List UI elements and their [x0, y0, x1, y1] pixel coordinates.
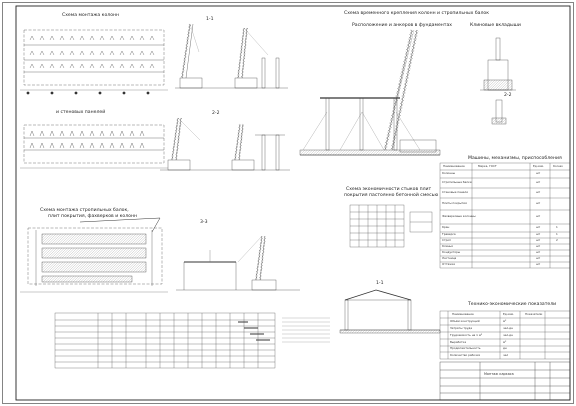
machines-row-label: Строп [442, 238, 451, 242]
machines-row-unit: шт [536, 244, 541, 248]
machines-row-label: Фахверковые колонны [442, 214, 476, 218]
machines-row-unit: шт [536, 180, 541, 184]
tep-row-label: Объём конструкций [450, 319, 480, 323]
plan-panels [20, 125, 168, 168]
tep-row-label: Трудоемкость на 1 м³ [450, 333, 483, 337]
section-label: 3-3 [200, 220, 208, 225]
machines-row-qty: 1 [556, 225, 558, 229]
machines-header: Ед.изм. [533, 164, 544, 168]
tep-row-unit: м³ [503, 319, 507, 323]
econ-grid [350, 205, 432, 247]
tep-header: Ед.изм. [503, 312, 514, 316]
section-1-1-cranes [175, 24, 288, 88]
machines-row-label: Колонны [442, 171, 456, 175]
machines-row-label: Траверса [442, 232, 456, 236]
machines-row-label: Плиты покрытия [442, 201, 467, 205]
title-econ-sub: покрытия пастоянно бетонной смесью [344, 193, 439, 198]
section-1-1-building [340, 290, 440, 333]
machines-row-unit: шт [536, 201, 541, 205]
machines-row-qty: 1 [556, 232, 558, 236]
tep-row-unit: м³ [503, 340, 507, 344]
title-machines: Машины, механизмы, приспособления [468, 156, 562, 161]
title-scheme-beams-sub: плит покрытия, фахверков и колонн [48, 214, 137, 219]
machines-header: Кол-во [553, 164, 563, 168]
tep-header: Наименование [452, 312, 474, 316]
machines-row-label: Оттяжки [442, 262, 456, 266]
machines-row-label: Кран [442, 225, 450, 229]
tep-row-label: Выработка [450, 340, 467, 344]
machines-row-unit: шт [536, 225, 541, 229]
temp-fixing-scheme [300, 30, 440, 155]
machines-row-unit: шт [536, 214, 541, 218]
section-3-3-crane [176, 236, 300, 290]
schedule-table [55, 313, 275, 368]
machines-header: Марка, ГОСТ [478, 164, 497, 168]
machines-row-label: Стропильные балки [442, 180, 472, 184]
stamp-title: Монтаж каркаса [484, 372, 514, 376]
tep-row-label: Затраты труда [450, 326, 473, 330]
tep-row-unit: чел-дн [503, 326, 513, 330]
machines-row-unit: шт [536, 190, 541, 194]
title-scheme-columns: Схема монтажа колонн [62, 13, 120, 18]
machines-row-qty: 2 [556, 238, 558, 242]
schedule-notes [282, 318, 330, 342]
tep-row-label: Количество рабочих [450, 353, 481, 357]
section-label: 1-1 [376, 281, 384, 286]
machines-row-unit: шт [536, 262, 541, 266]
title-scheme-panels: и стеновых панелей [56, 110, 106, 115]
machines-row-unit: шт [536, 171, 541, 175]
machines-row-unit: шт [536, 238, 541, 242]
machines-row-label: Лестница [442, 256, 457, 260]
tep-header: Показатели [525, 312, 543, 316]
section-2-2-cranes [160, 118, 290, 170]
machines-row-unit: шт [536, 250, 541, 254]
title-temp-fixing: Схема временного крепления колонн и стропильных балок [344, 11, 490, 16]
title-wedges: Клиновые вкладыши [470, 23, 521, 28]
title-econ: Схема экономичности стыков плит [346, 187, 432, 192]
tep-row-unit: дн [503, 346, 507, 350]
plan-beams [20, 218, 168, 292]
section-label: 2-2 [212, 111, 220, 116]
title-foundation: Расположение и анкеров в фундаментах [352, 23, 452, 28]
machines-row-label: Кондукторы [442, 250, 461, 254]
section-label: 1-1 [206, 17, 214, 22]
machines-row-unit: шт [536, 256, 541, 260]
machines-header: Наименование [443, 164, 465, 168]
title-scheme-beams: Схема монтажа стропильных балок, [40, 208, 129, 213]
machines-row-label: Стеновые панели [442, 190, 469, 194]
title-tep: Технико-экономические показатели [468, 302, 557, 307]
machines-row-unit: шт [536, 232, 541, 236]
tep-row-label: Продолжительность [450, 346, 481, 350]
tep-row-unit: чел [503, 353, 509, 357]
machines-row-label: Клинья [442, 244, 453, 248]
inner-frame [16, 6, 570, 400]
tep-row-unit: чел-дн [503, 333, 513, 337]
plan-columns [20, 30, 168, 94]
title-block [440, 362, 570, 400]
foundation-detail [480, 38, 516, 124]
section-label: 2-2 [504, 93, 512, 98]
